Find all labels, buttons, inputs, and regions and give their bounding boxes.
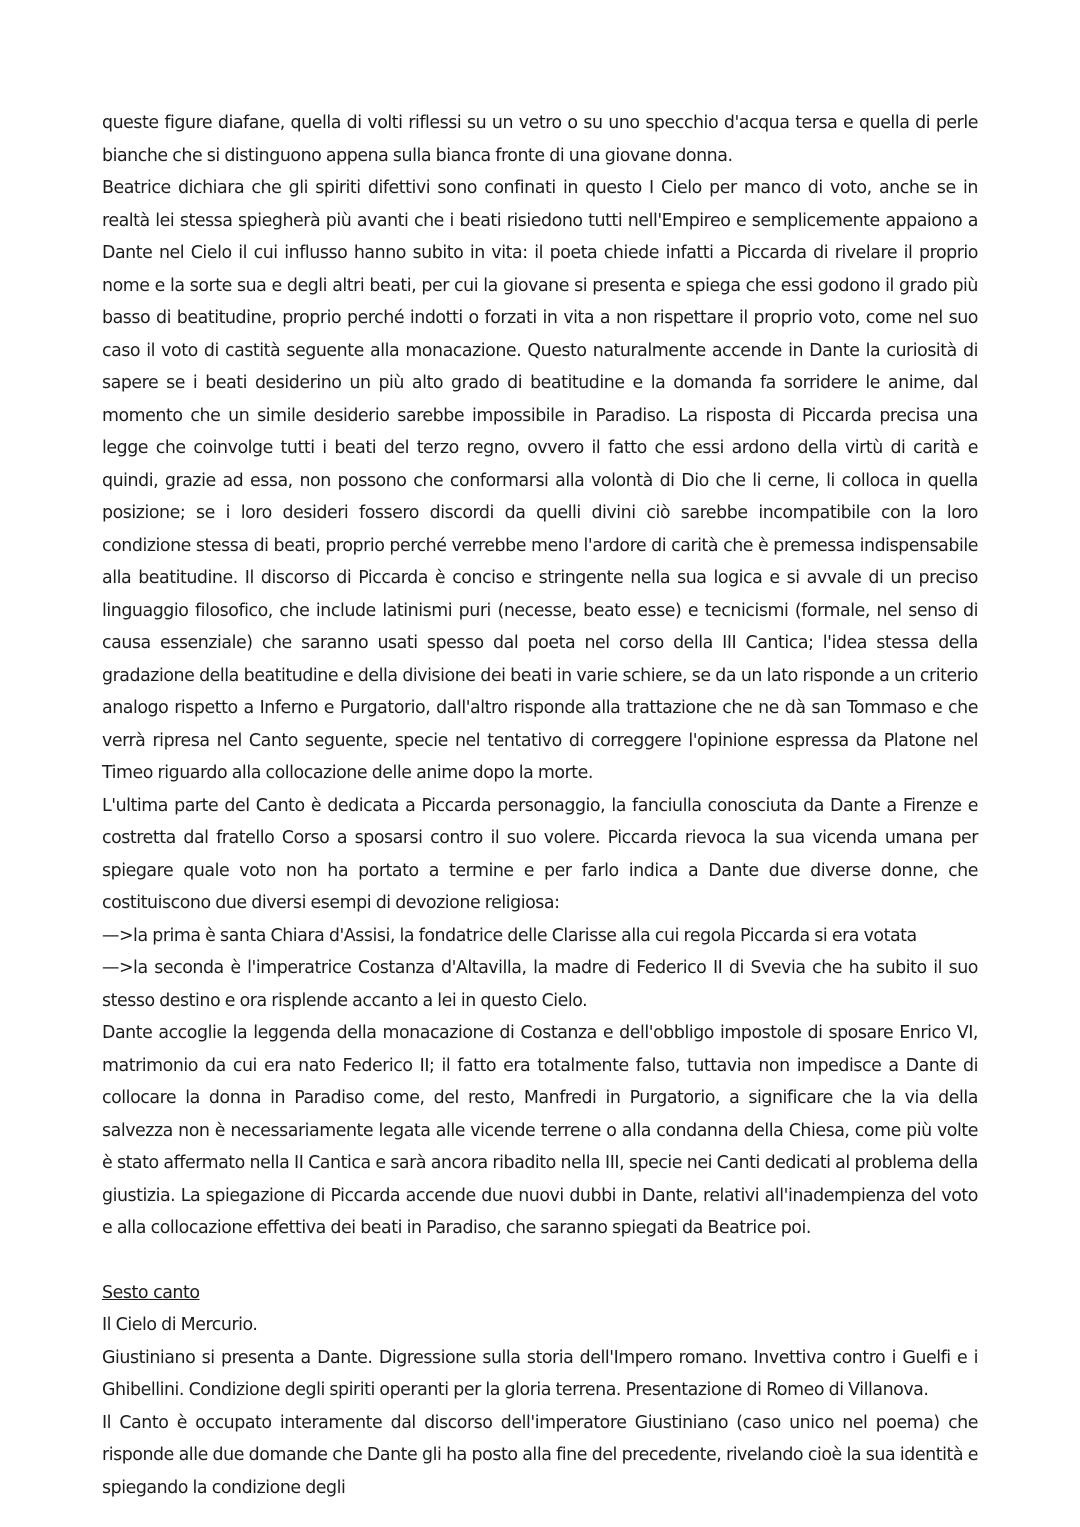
section-heading: Sesto canto bbox=[102, 1282, 200, 1303]
section-subtitle: Il Cielo di Mercurio. bbox=[102, 1315, 258, 1335]
section-summary: Giustiniano si presenta a Dante. Digressione sulla storia dell'Impero romano. Invettiva contro i Guelfi e i Ghibellini. Condizione degli spiriti operanti per la gloria terrena. Presentazione di Romeo di Villanova. bbox=[102, 1347, 978, 1400]
paragraph-3: L'ultima parte del Canto è dedicata a Piccarda personaggio, la fanciulla conosciuta da Dante a Firenze e costretta dal fratello Corso a sposarsi contro il suo volere. Piccarda rievoca la sua vicenda umana per spiegare quale voto non ha portato a termine e per farlo indica a Dante due diverse donne, che costituiscono due diversi esempi di devozione religiosa: bbox=[102, 795, 978, 913]
list-item-1: —>la prima è santa Chiara d'Assisi, la fondatrice delle Clarisse alla cui regola Piccarda si era votata bbox=[102, 925, 917, 946]
paragraph-1: queste figure diafane, quella di volti riflessi su un vetro o su uno specchio d'acqua tersa e quella di perle bianche che si distinguono appena sulla bianca fronte di una giovane donna. bbox=[102, 113, 978, 166]
section-body: Il Canto è occupato interamente dal discorso dell'imperatore Giustiniano (caso unico nel poema) che risponde alle due domande che Dante gli ha posto alla fine del precedente, rivelando cioè la sua identità e spiegando la condizione degli bbox=[102, 1412, 978, 1498]
section-spacer bbox=[102, 1245, 978, 1277]
paragraph-4: Dante accoglie la leggenda della monacazione di Costanza e dell'obbligo impostole di sposare Enrico VI, matrimonio da cui era nato Federico II; il fatto era totalmente falso, tuttavia non impedisce a Dante di collocare la donna in Paradiso come, del resto, Manfredi in Purgatorio, a significare che la via della salvezza non è necessariamente legata alle vicende terrene o alla condanna della Chiesa, come più volte è stato affermato nella II Cantica e sarà ancora ribadito nella III, specie nei Canti dedicati al problema della giustizia. La spiegazione di Piccarda accende due nuovi dubbi in Dante, relativi all'inadempienza del voto e alla collocazione effettiva dei beati in Paradiso, che saranno spiegati da Beatrice poi. bbox=[102, 1023, 978, 1238]
document-page bbox=[102, 107, 978, 1504]
list-item-2: —>la seconda è l'imperatrice Costanza d'Altavilla, la madre di Federico II di Svevia che ha subito il suo stesso destino e ora risplende accanto a lei in questo Cielo. bbox=[102, 958, 978, 1011]
paragraph-2: Beatrice dichiara che gli spiriti difettivi sono confinati in questo I Cielo per manco di voto, anche se in realtà lei stessa spiegherà più avanti che i beati risiedono tutti nell'Empireo e semplicemente appaiono a Dante nel Cielo il cui influsso hanno subito in vita: il poeta chiede infatti a Piccarda di rivelare il proprio nome e la sorte sua e degli altri beati, per cui la giovane si presenta e spiega che essi godono il grado più basso di beatitudine, proprio perché indotti o forzati in vita a non rispettare il proprio voto, come nel suo caso il voto di castità seguente alla monacazione. Questo naturalmente accende in Dante la curiosità di sapere se i beati desiderino un più alto grado di beatitudine e la domanda fa sorridere le anime, dal momento che un simile desiderio sarebbe impossibile in Paradiso. La risposta di Piccarda precisa una legge che coinvolge tutti i beati del terzo regno, ovvero il fatto che essi ardono della virtù di carità e quindi, grazie ad essa, non possono che conformarsi alla volontà di Dio che li cerne, li colloca in quella posizione; se i loro desideri fossero discordi da quelli divini ciò sarebbe incompatibile con la loro condizione stessa di beati, proprio perché verrebbe meno l'ardore di carità che è premessa indispensabile alla beatitudine. Il discorso di Piccarda è conciso e stringente nella sua logica e si avvale di un preciso linguaggio filosofico, che include latinismi puri (necesse, beato esse) e tecnicismi (formale, nel senso di causa essenziale) che saranno usati spesso dal poeta nel corso della III Cantica; l'idea stessa della gradazione della beatitudine e della divisione dei beati in varie schiere, se da un lato risponde a un criterio analogo rispetto a Inferno e Purgatorio, dall'altro risponde alla trattazione che ne dà san Tommaso e che verrà ripresa nel Canto seguente, specie nel tentativo di correggere l'opinione espressa da Platone nel Timeo riguardo alla collocazione delle anime dopo la morte. bbox=[102, 178, 978, 783]
